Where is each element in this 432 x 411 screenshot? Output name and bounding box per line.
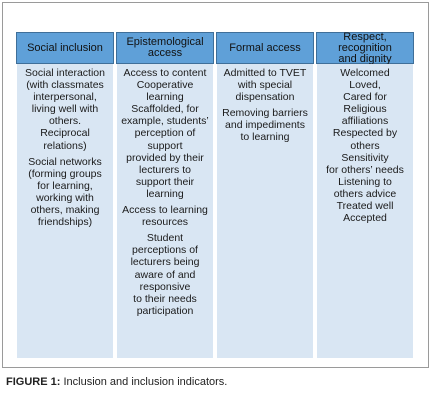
header-formal-access: Formal access — [216, 32, 314, 64]
column-social-inclusion — [16, 64, 114, 358]
header-respect-recognition-dignity: Respect, recognition and dignity — [316, 32, 414, 64]
column-respect-recognition-dignity — [316, 64, 414, 358]
list-item: Student perceptions of lecturers being aware of and responsive to their needs participation — [130, 232, 200, 317]
list-item: Loved, — [349, 79, 381, 92]
list-item: Admitted to TVET with special dispensation — [223, 67, 307, 104]
list-item: Social networks (forming groups for learning, working with others, making friendships) — [28, 155, 102, 229]
figure-caption — [6, 376, 227, 388]
list-item: Sensitivity for others’ needs — [326, 151, 404, 176]
list-item: Social interaction (with classmates interpersonal, living well with others. Reciprocal relations) — [25, 67, 105, 152]
caption-label: FIGURE 1: — [6, 376, 61, 388]
list-item: Accepted — [343, 212, 387, 225]
list-item: Cared for — [343, 91, 387, 104]
list-item: Treated well — [336, 200, 394, 213]
list-item: Religious affiliations — [341, 103, 389, 128]
list-item: Access to learning resources — [122, 204, 208, 229]
caption-text: Inclusion and inclusion indicators. — [60, 376, 228, 388]
list-item: Welcomed — [340, 67, 390, 79]
header-social-inclusion: Social inclusion — [16, 32, 114, 64]
inclusion-table — [16, 32, 414, 358]
column-epistemological-access — [116, 64, 214, 358]
column-formal-access — [216, 64, 314, 358]
header-epistemological-access: Epistemological access — [116, 32, 214, 64]
list-item: Removing barriers and impediments to learning — [222, 107, 308, 144]
list-item: Access to content Cooperative learning Scaffolded, for example, students’ perception of support provided by their lecturers to support their learning — [121, 67, 209, 200]
list-item: Listening to others advice — [333, 175, 397, 200]
list-item: Respected by others — [332, 127, 398, 152]
